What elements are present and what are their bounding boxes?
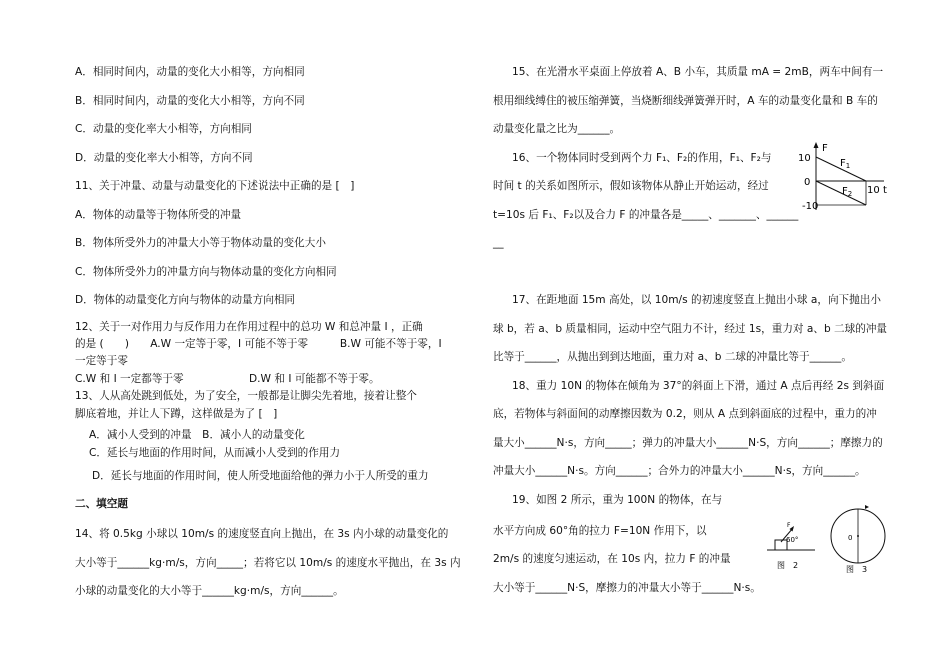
- option-a: A．相同时间内，动量的变化大小相等，方向相同: [75, 66, 305, 78]
- question-12-line-2: 的是 ( ) A.W 一定等于零，I 可能不等于零 B.W 可能不等于零，I: [75, 338, 442, 350]
- figure-3-caption: 图 3: [846, 565, 868, 574]
- tick-neg: -10: [802, 201, 819, 212]
- question-12-option-c: C.W 和 I 一定都等于零: [75, 373, 184, 385]
- question-11-option-c: C．物体所受外力的冲量方向与物体动量的变化方向相同: [75, 266, 337, 278]
- question-18-line-2: 底，若物体与斜面间的动摩擦因数为 0.2，则从 A 点到斜面底的过程中，重力的冲: [493, 408, 877, 420]
- question-19-line-2: 水平方向成 60°角的拉力 F=10N 作用下，以: [493, 525, 707, 537]
- question-13-option-d: D．延长与地面的作用时间，使人所受地面给他的弹力小于人所受的重力: [92, 470, 429, 482]
- f1-label: $F_1$: [840, 158, 851, 170]
- question-13-line-2: 脚底着地，并让人下蹲，这样做是为了 [ ]: [75, 408, 278, 420]
- question-18-line-3: 量大小______N·s，方向_____；弹力的冲量大小______N·S，方向______；摩擦力的: [493, 437, 883, 449]
- tick-tmax: 10: [867, 185, 880, 196]
- tick-zero: 0: [804, 177, 811, 188]
- question-15-line-2: 根用细线缚住的被压缩弹簧，当烧断细线弹簧弹开时，A 车的动量变化量和 B 车的: [493, 95, 878, 107]
- question-15-line-3: 动量变化量之比为______。: [493, 123, 621, 135]
- f-axis-arrow: [814, 142, 819, 148]
- question-17-line-1: 17、在距地面 15m 高处，以 10m/s 的初速度竖直上抛出小球 a，向下抛出小: [512, 294, 881, 306]
- question-14-line-1: 14、将 0.5kg 小球以 10m/s 的速度竖直向上抛出，在 3s 内小球的动量变化的: [75, 528, 449, 540]
- figure-3: [826, 504, 890, 576]
- question-16-line-4: __: [493, 237, 504, 249]
- option-b: B．相同时间内，动量的变化大小相等，方向不同: [75, 95, 305, 107]
- question-13-line-1: 13、人从高处跳到低处，为了安全，一般都是让脚尖先着地，接着让整个: [75, 390, 417, 402]
- f2-line: [816, 181, 866, 205]
- question-15-line-1: 15、在光滑水平桌面上停放着 A、B 小车，其质量 mA = 2mB，两车中间有一: [512, 66, 884, 78]
- angle-label: 60°: [786, 536, 799, 544]
- question-17-line-3: 比等于______，从抛出到到达地面，重力对 a、b 二球的冲量比等于______。: [493, 351, 852, 363]
- question-12-line-3: 一定等于零: [75, 355, 128, 367]
- center-dot: [857, 535, 859, 537]
- question-19-line-4: 大小等于______N·S，摩擦力的冲量大小等于______N·s。: [493, 582, 761, 594]
- question-11: 11、关于冲量、动量与动量变化的下述说法中正确的是 [ ]: [75, 180, 355, 192]
- question-14-line-3: 小球的动量变化的大小等于______kg·m/s，方向______。: [75, 585, 344, 597]
- f-axis-label: F: [822, 143, 828, 154]
- center-label: 0: [848, 534, 853, 542]
- question-18-line-1: 18、重力 10N 的物体在倾角为 37°的斜面上下滑，通过 A 点后再经 2s 到斜面: [512, 380, 885, 392]
- question-11-option-b: B．物体所受外力的冲量大小等于物体动量的变化大小: [75, 237, 326, 249]
- f2-label: $F_2$: [842, 186, 853, 198]
- figure-2-caption: 图 2: [777, 561, 799, 570]
- motion-arrow: [865, 505, 869, 509]
- t-axis-label: t: [883, 185, 887, 196]
- question-13-option-c: C．延长与地面的作用时间，从而减小人受到的作用力: [89, 447, 341, 459]
- question-17-line-2: 球 b，若 a、b 质量相同，运动中空气阻力不计，经过 1s，重力对 a、b 二球的冲量: [493, 323, 888, 335]
- question-13-options-ab: A．减小人受到的冲量 B．减小人的动量变化: [89, 429, 305, 441]
- question-12-line-1: 12、关于一对作用力与反作用力在作用过程中的总功 W 和总冲量 I ，正确: [75, 321, 423, 333]
- question-16-line-2: 时间 t 的关系如图所示，假如该物体从静止开始运动，经过: [493, 180, 769, 192]
- figure-2: [763, 520, 819, 572]
- question-18-line-4: 冲量大小______N·s。方向______；合外力的冲量大小______N·s，方向______。: [493, 465, 866, 477]
- option-c: C．动量的变化率大小相等，方向相同: [75, 123, 252, 135]
- force-label: F: [787, 522, 791, 529]
- option-d: D．动量的变化率大小相等，方向不同: [75, 152, 253, 164]
- question-19-line-1: 19、如图 2 所示，重为 100N 的物体，在与: [512, 494, 723, 506]
- question-19-line-3: 2m/s 的速度匀速运动，在 10s 内，拉力 F 的冲量: [493, 553, 731, 565]
- question-16-line-3: t=10s 后 F₁、F₂以及合力 F 的冲量各是_____、_______、______: [493, 209, 799, 221]
- tick-pos: 10: [798, 153, 811, 164]
- question-11-option-d: D．物体的动量变化方向与物体的动量方向相同: [75, 294, 296, 306]
- question-12-option-d: D.W 和 I 可能都不等于零。: [249, 373, 380, 385]
- question-11-option-a: A．物体的动量等于物体所受的冲量: [75, 209, 242, 221]
- question-14-line-2: 大小等于______kg·m/s，方向_____；若将它以 10m/s 的速度水平抛出，在 3s 内: [75, 557, 461, 569]
- section-heading: 二、填空题: [75, 498, 128, 510]
- question-16-line-1: 16、一个物体同时受到两个力 F₁、F₂的作用，F₁、F₂与: [512, 152, 772, 164]
- force-time-graph: [796, 140, 896, 216]
